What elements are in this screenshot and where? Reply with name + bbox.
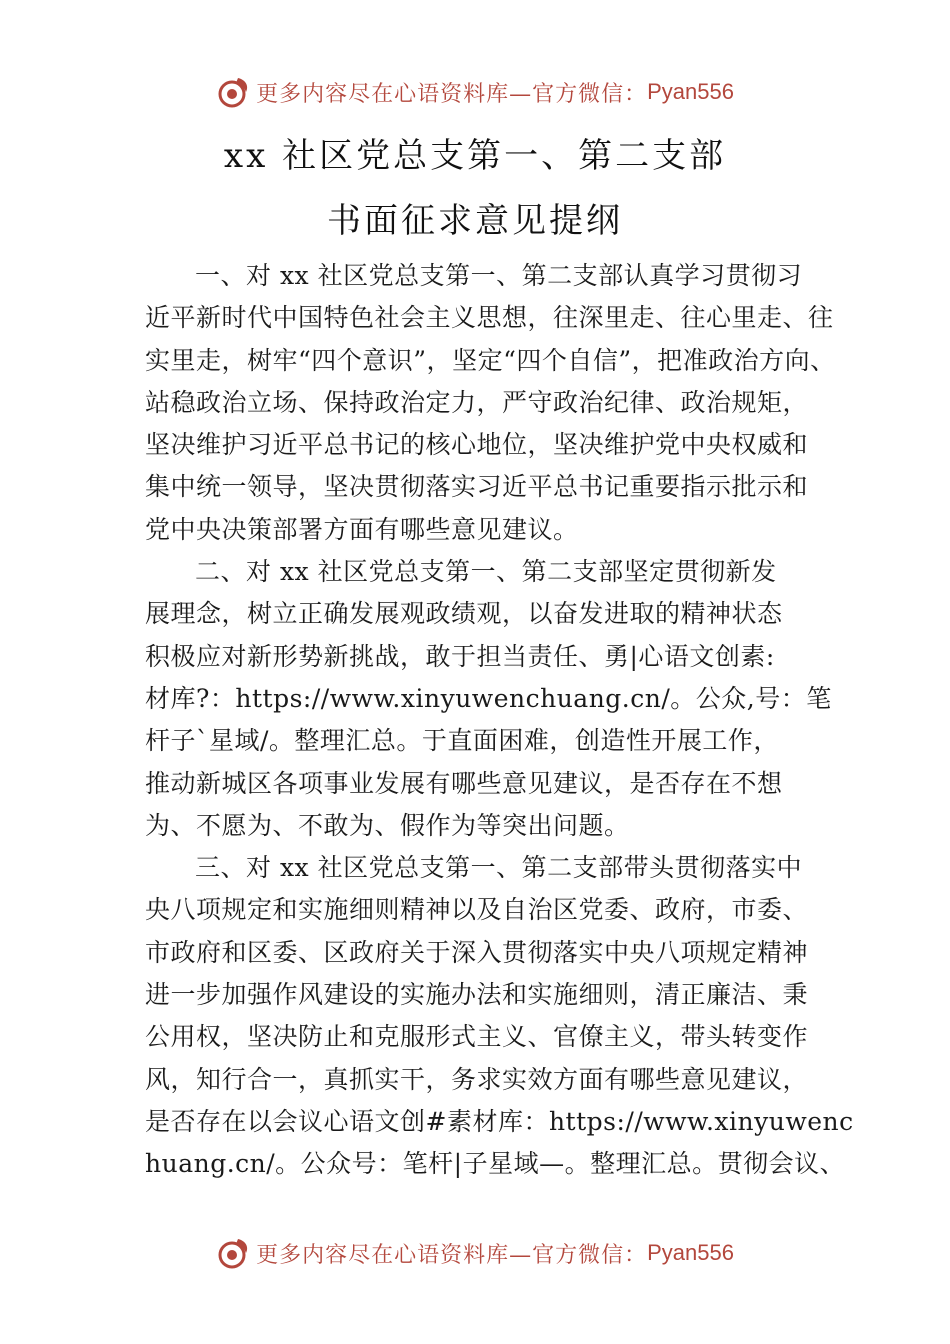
text-line: 央八项规定和实施细则精神以及自治区党委、政府，市委、 xyxy=(145,895,809,925)
text-line: 材库?：https://www.xinyuwenchuang.cn/。公众,号：笔 xyxy=(145,683,832,713)
header-banner xyxy=(0,70,950,114)
document-body xyxy=(145,255,854,1186)
text-line: 实里走，树牢“四个意识”，坚定“四个自信”，把准政治方向、 xyxy=(145,345,836,375)
text-line: 三、对 xx 社区党总支第一、第二支部带头贯彻落实中 xyxy=(195,853,803,883)
banner-wechat-id: Pyan556 xyxy=(647,1240,734,1265)
paragraph-3 xyxy=(145,847,854,1185)
document-subtitle: 书面征求意见提纲 xyxy=(327,201,623,241)
text-line: huang.cn/。公众号：笔杆|子星域—。整理汇总。贯彻会议、 xyxy=(145,1149,846,1179)
text-line: 坚决维护习近平总书记的核心地位，坚决维护党中央权威和 xyxy=(145,430,809,460)
banner-text: 更多内容尽在心语资料库—官方微信： xyxy=(256,1242,648,1268)
brand-logo-icon xyxy=(216,74,252,110)
text-line: 杆子`星域/。整理汇总。于直面困难，创造性开展工作， xyxy=(145,726,779,756)
text-line: 集中统一领导，坚决贯彻落实习近平总书记重要指示批示和 xyxy=(145,472,809,502)
text-line: 是否存在以会议心语文创#素材库：https://www.xinyuwenc xyxy=(145,1106,854,1136)
text-line: 一、对 xx 社区党总支第一、第二支部认真学习贯彻习 xyxy=(195,261,803,290)
text-line: 党中央决策部署方面有哪些意见建议。 xyxy=(145,514,579,544)
text-line: 风，知行合一，真抓实干，务求实效方面有哪些意见建议， xyxy=(145,1064,809,1094)
text-line: 站稳政治立场、保持政治定力，严守政治纪律、政治规矩， xyxy=(145,387,809,417)
document-title: xx 社区党总支第一、第二支部 xyxy=(223,136,727,176)
text-line: 推动新城区各项事业发展有哪些意见建议，是否存在不想 xyxy=(145,768,783,798)
banner-wechat-id: Pyan556 xyxy=(647,79,734,104)
banner-text: 更多内容尽在心语资料库—官方微信： xyxy=(256,81,648,107)
paragraph-1 xyxy=(145,255,836,551)
brand-logo-icon xyxy=(216,1235,252,1271)
text-line: 二、对 xx 社区党总支第一、第二支部坚定贯彻新发 xyxy=(195,557,777,587)
text-line: 为、不愿为、不敢为、假作为等突出问题。 xyxy=(145,810,630,840)
paragraph-2 xyxy=(145,551,832,847)
text-line: 公用权，坚决防止和克服形式主义、官僚主义，带头转变作 xyxy=(145,1022,809,1052)
text-line: 展理念，树立正确发展观政绩观，以奋发进取的精神状态 xyxy=(145,599,783,629)
text-line: 市政府和区委、区政府关于深入贯彻落实中央八项规定精神 xyxy=(145,937,809,967)
text-line: 进一步加强作风建设的实施办法和实施细则，清正廉洁、秉 xyxy=(145,980,809,1010)
text-line: 近平新时代中国特色社会主义思想，往深里走、往心里走、往 xyxy=(145,303,834,333)
footer-banner xyxy=(0,1231,950,1275)
text-line: 积极应对新形势新挑战，敢于担当责任、勇|心语文创素: xyxy=(145,641,775,671)
